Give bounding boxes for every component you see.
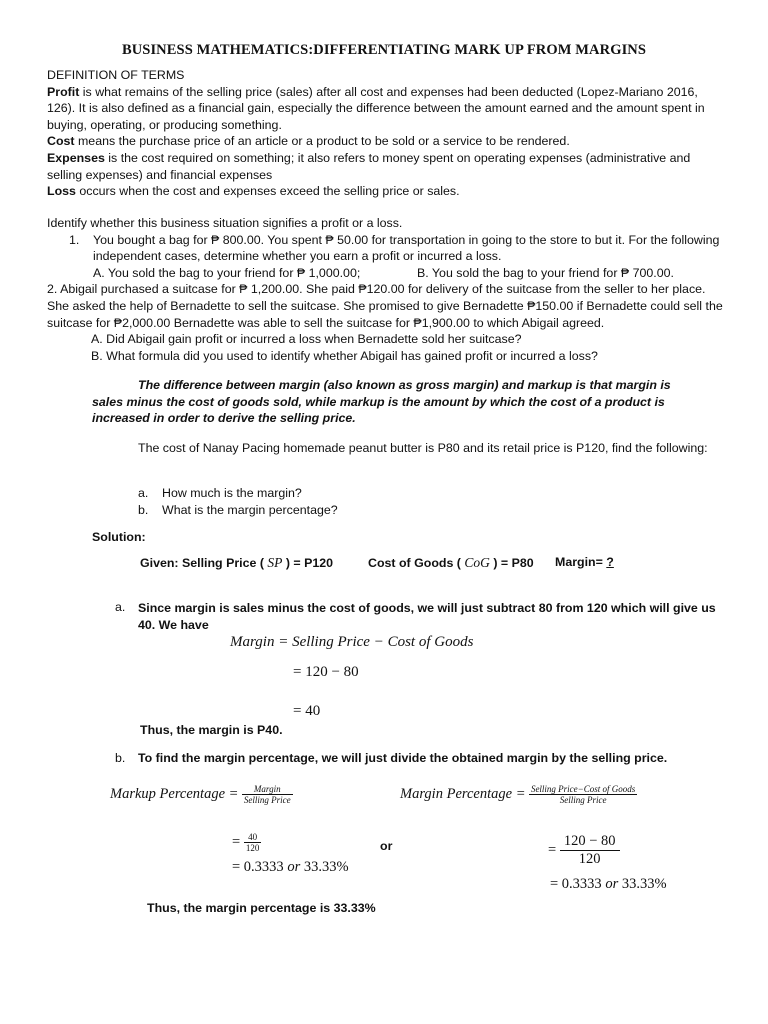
cost-definition: Cost means the purchase price of an article or a product to be sold or a service to be rendered. (47, 134, 570, 149)
exercise-item-1-case-b: B. You sold the bag to your friend for ₱ 700.00. (417, 265, 674, 280)
profit-definition: Profit is what remains of the selling price (sales) after all cost and expenses had been deducted (Lopez-Mariano 2016, 126). It is also defined as a financial gain, especially the difference between the amount earned and the amount spent in buying, operating, or producing something. (47, 84, 705, 132)
solution-a-marker: a. (115, 600, 126, 614)
solution-heading: Solution: (92, 530, 146, 544)
exercise-item-1-cases (47, 265, 727, 282)
exercise-item-2-question-a: A. Did Abigail gain profit or incurred a loss when Bernadette sold her suitcase? (91, 332, 522, 347)
exercise-section (47, 215, 727, 364)
margin-vs-markup-note: The difference between margin (also known as gross margin) and markup is that margin is sales minus the cost of goods sold, while markup is the amount by which the cost of a product is increased in order to derive the selling price. (92, 378, 671, 426)
margin-percentage-formula: Margin Percentage = $\frac{\text{Selling Price−Cost of Goods}}{\text{Selling Price}}$ (400, 784, 636, 805)
question-a: a. How much is the margin? (138, 486, 302, 500)
right-result: = 0.3333 or 33.33% (550, 876, 667, 892)
margin-substitution: = 120 − 80 (293, 664, 359, 680)
solution-a-result: Thus, the margin is P40. (140, 723, 283, 737)
exercise-item-2: 2. Abigail purchased a suitcase for ₱ 1,200.00. She paid ₱120.00 for delivery of the suitcase from the seller to her place. She asked the help of Bernadette to sell the suitcase. She promised to give Bernadette ₱150.00 if Bernadette could sell the suitcase for ₱2,000.00 Bernadette was able to sell the suitcase for ₱1,900.00 to which Abigail agreed. (47, 282, 723, 330)
exercise-item-1: 1. You bought a bag for ₱ 800.00. You spent ₱ 50.00 for transportation in going to the store to but it. For the following independent cases, determine whether you earn a profit or incurred a loss. (69, 232, 720, 264)
or-separator: or (380, 839, 393, 853)
definitions-section (47, 67, 727, 200)
problem-statement: The cost of Nanay Pacing homemade peanut butter is P80 and its retail price is P120, find the following: (138, 441, 708, 455)
given-selling-price: Given: Selling Price ( SP ) = P120 (140, 555, 334, 570)
exercise-item-2-question-b: B. What formula did you used to identify whether Abigail has gained profit or incurred a loss? (91, 348, 598, 363)
loss-definition: Loss occurs when the cost and expenses exceed the selling price or sales. (47, 184, 460, 199)
given-margin: Margin= ? (555, 555, 614, 569)
right-fraction: = $\frac{120 - 80}{120}$ (548, 833, 620, 868)
margin-result: = 40 (293, 703, 321, 719)
question-b: b. What is the margin percentage? (138, 503, 338, 517)
page-title: BUSINESS MATHEMATICS:DIFFERENTIATING MARK UP FROM MARGINS (121, 42, 647, 58)
markup-percentage-formula: Markup Percentage = $\frac{\text{Margin}}{\text{Selling Price}}$ (110, 784, 291, 805)
exercise-item-1-case-a: A. You sold the bag to your friend for ₱ 1,000.00; (93, 265, 361, 280)
given-cost-of-goods: Cost of Goods ( CoG ) = P80 (368, 555, 534, 570)
solution-b-text: To find the margin percentage, we will just divide the obtained margin by the selling price. (138, 751, 668, 765)
solution-b-result: Thus, the margin percentage is 33.33% (147, 901, 376, 915)
exercise-intro: Identify whether this business situation signifies a profit or a loss. (47, 216, 403, 230)
expenses-definition: Expenses is the cost required on something; it also refers to money spent on operating expenses (administrative and selling expenses) and financial expenses (47, 150, 691, 182)
solution-a-text: Since margin is sales minus the cost of goods, we will just subtract 80 from 120 which will give us 40. We have (138, 601, 716, 632)
left-result: = 0.3333 or 33.33% (232, 859, 349, 875)
solution-b-marker: b. (115, 751, 126, 765)
margin-formula: Margin = Selling Price − Cost of Goods (230, 634, 474, 650)
definitions-heading: DEFINITION OF TERMS (47, 68, 185, 82)
left-fraction: = $\frac{40}{120}$ (232, 832, 260, 853)
